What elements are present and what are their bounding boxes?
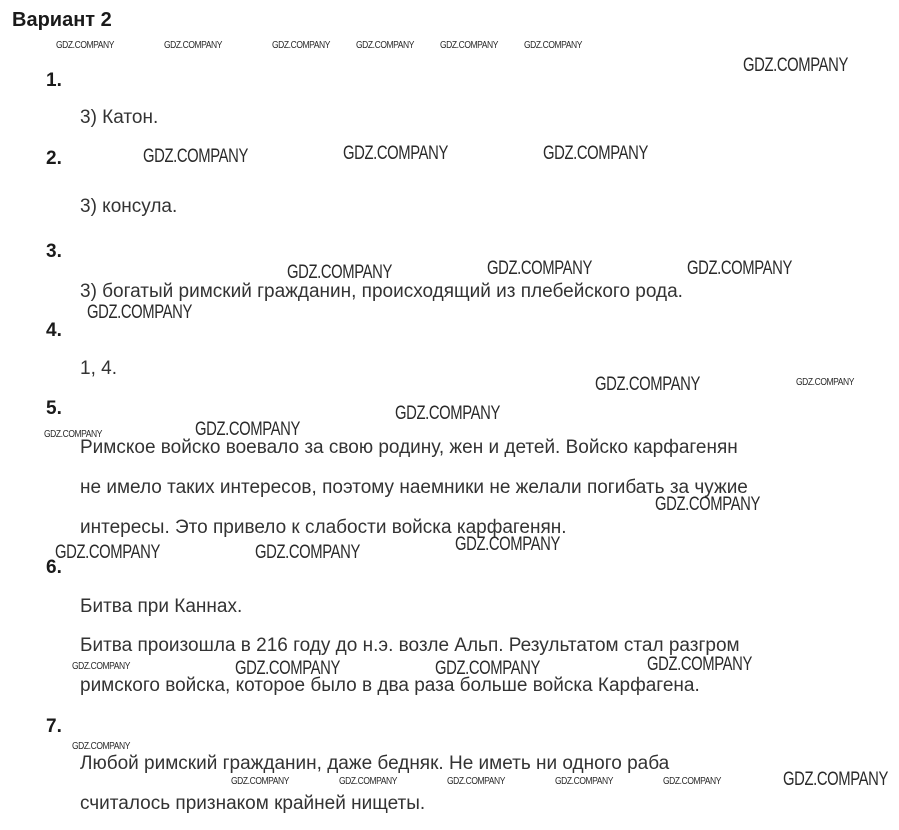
- watermark: GDZ.COMPANY: [796, 377, 854, 388]
- watermark: GDZ.COMPANY: [272, 40, 330, 51]
- question-6-answer2-line-1: Битва произошла в 216 году до н.э. возле Альп. Результатом стал разгром: [80, 635, 740, 656]
- watermark: GDZ.COMPANY: [783, 769, 888, 790]
- watermark: GDZ.COMPANY: [195, 419, 300, 440]
- watermark: GDZ.COMPANY: [687, 258, 792, 279]
- watermark: GDZ.COMPANY: [435, 658, 540, 679]
- question-5-answer-line-2: не имело таких интересов, поэтому наемники не желали погибать за чужие: [80, 477, 748, 498]
- question-4-number: 4.: [46, 320, 62, 341]
- watermark: GDZ.COMPANY: [143, 146, 248, 167]
- watermark: GDZ.COMPANY: [55, 542, 160, 563]
- watermark: GDZ.COMPANY: [87, 302, 192, 323]
- question-3-answer: 3) богатый римский гражданин, происходящий из плебейского рода.: [80, 281, 683, 302]
- question-6-number: 6.: [46, 557, 62, 578]
- watermark: GDZ.COMPANY: [447, 776, 505, 787]
- page-title: Вариант 2: [12, 9, 112, 31]
- watermark: GDZ.COMPANY: [44, 429, 102, 440]
- watermark: GDZ.COMPANY: [647, 654, 752, 675]
- watermark: GDZ.COMPANY: [255, 542, 360, 563]
- question-7-answer-line-2: считалось признаком крайней нищеты.: [80, 793, 426, 814]
- watermark: GDZ.COMPANY: [356, 40, 414, 51]
- watermark: GDZ.COMPANY: [543, 143, 648, 164]
- watermark: GDZ.COMPANY: [595, 374, 700, 395]
- question-4-answer: 1, 4.: [80, 358, 117, 379]
- watermark: GDZ.COMPANY: [287, 262, 392, 283]
- watermark: GDZ.COMPANY: [72, 741, 130, 752]
- watermark: GDZ.COMPANY: [524, 40, 582, 51]
- question-5-answer-line-3: интересы. Это привело к слабости войска карфагенян.: [80, 517, 567, 538]
- question-6-answer: Битва при Каннах.: [80, 596, 243, 617]
- watermark: GDZ.COMPANY: [663, 776, 721, 787]
- watermark: GDZ.COMPANY: [339, 776, 397, 787]
- watermark: GDZ.COMPANY: [231, 776, 289, 787]
- question-1-answer: 3) Катон.: [80, 107, 159, 128]
- question-5-answer-line-1: Римское войско воевало за свою родину, жен и детей. Войско карфагенян: [80, 437, 738, 458]
- watermark: GDZ.COMPANY: [743, 55, 848, 76]
- question-7-number: 7.: [46, 716, 62, 737]
- watermark: GDZ.COMPANY: [487, 258, 592, 279]
- watermark: GDZ.COMPANY: [56, 40, 114, 51]
- watermark: GDZ.COMPANY: [395, 403, 500, 424]
- question-7-answer-line-1: Любой римский гражданин, даже бедняк. Не иметь ни одного раба: [80, 753, 670, 774]
- watermark: GDZ.COMPANY: [555, 776, 613, 787]
- question-1-number: 1.: [46, 70, 62, 91]
- question-6-answer2-line-2: римского войска, которое было в два раза больше войска Карфагена.: [80, 675, 700, 696]
- question-2-number: 2.: [46, 148, 62, 169]
- watermark: GDZ.COMPANY: [164, 40, 222, 51]
- watermark: GDZ.COMPANY: [455, 534, 560, 555]
- watermark: GDZ.COMPANY: [343, 143, 448, 164]
- watermark: GDZ.COMPANY: [235, 658, 340, 679]
- question-2-answer: 3) консула.: [80, 196, 178, 217]
- watermark: GDZ.COMPANY: [72, 661, 130, 672]
- watermark: GDZ.COMPANY: [655, 494, 760, 515]
- question-5-number: 5.: [46, 398, 62, 419]
- question-3-number: 3.: [46, 241, 62, 262]
- watermark: GDZ.COMPANY: [440, 40, 498, 51]
